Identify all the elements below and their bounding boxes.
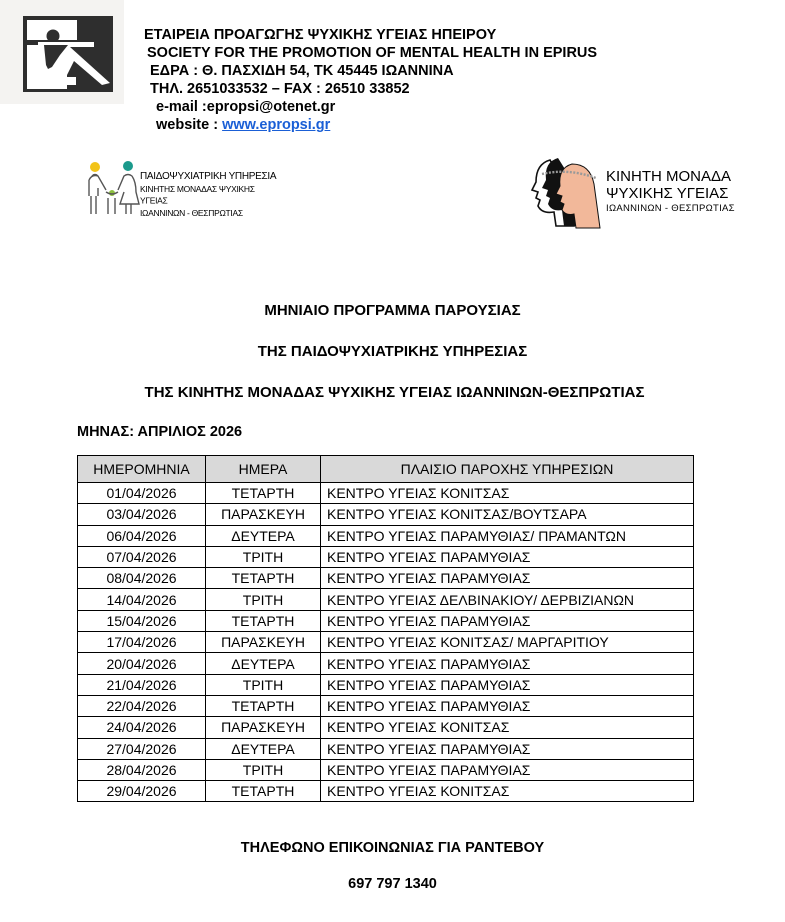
cell-service-location: ΚΕΝΤΡΟ ΥΓΕΙΑΣ ΠΑΡΑΜΥΘΙΑΣ — [321, 738, 694, 759]
mobile-unit-logo-text — [606, 168, 735, 216]
cell-day: ΠΑΡΑΣΚΕΥΗ — [206, 717, 321, 738]
cell-day: ΔΕΥΤΕΡΑ — [206, 525, 321, 546]
table-row — [78, 483, 694, 504]
table-row — [78, 504, 694, 525]
cell-day: ΤΡΙΤΗ — [206, 674, 321, 695]
cell-date: 24/04/2026 — [78, 717, 206, 738]
cell-service-location: ΚΕΝΤΡΟ ΥΓΕΙΑΣ ΠΑΡΑΜΥΘΙΑΣ — [321, 674, 694, 695]
child-service-line1: ΠΑΙΔΟΨΥΧΙΑΤΡΙΚΗ ΥΠΗΡΕΣΙΑ — [140, 171, 277, 182]
table-row — [78, 568, 694, 589]
cell-date: 08/04/2026 — [78, 568, 206, 589]
cell-day: ΤΡΙΤΗ — [206, 759, 321, 780]
table-row — [78, 525, 694, 546]
cell-day: ΤΕΤΑΡΤΗ — [206, 483, 321, 504]
cell-day: ΤΕΤΑΡΤΗ — [206, 610, 321, 631]
cell-day: ΔΕΥΤΕΡΑ — [206, 653, 321, 674]
org-name-english: SOCIETY FOR THE PROMOTION OF MENTAL HEALTH IN EPIRUS — [147, 45, 598, 61]
cell-date: 20/04/2026 — [78, 653, 206, 674]
cell-day: ΤΡΙΤΗ — [206, 589, 321, 610]
cell-date: 14/04/2026 — [78, 589, 206, 610]
cell-service-location: ΚΕΝΤΡΟ ΥΓΕΙΑΣ ΠΑΡΑΜΥΘΙΑΣ — [321, 695, 694, 716]
cell-date: 29/04/2026 — [78, 781, 206, 802]
cell-day: ΠΑΡΑΣΚΕΥΗ — [206, 504, 321, 525]
document-title: ΜΗΝΙΑΙΟ ΠΡΟΓΡΑΜΜΑ ΠΑΡΟΥΣΙΑΣ — [264, 302, 521, 319]
document-subtitle-service: ΤΗΣ ΠΑΙΔΟΨΥΧΙΑΤΡΙΚΗΣ ΥΠΗΡΕΣΙΑΣ — [257, 343, 528, 360]
month-label: ΜΗΝΑΣ: ΑΠΡΙΛΙΟΣ 2026 — [77, 424, 243, 440]
cell-day: ΤΕΤΑΡΤΗ — [206, 781, 321, 802]
cell-service-location: ΚΕΝΤΡΟ ΥΓΕΙΑΣ ΠΑΡΑΜΥΘΙΑΣ — [321, 759, 694, 780]
table-row — [78, 781, 694, 802]
table-row — [78, 674, 694, 695]
cell-service-location: ΚΕΝΤΡΟ ΥΓΕΙΑΣ ΠΑΡΑΜΥΘΙΑΣ — [321, 546, 694, 567]
header-day: ΗΜΕΡΑ — [206, 456, 321, 483]
table-row — [78, 653, 694, 674]
cell-date: 17/04/2026 — [78, 632, 206, 653]
org-phone-fax: ΤΗΛ. 2651033532 – FAX : 26510 33852 — [150, 81, 410, 97]
mobile-unit-line1: ΚΙΝΗΤΗ ΜΟΝΑΔΑ — [606, 168, 732, 185]
org-website — [144, 116, 597, 134]
cell-date: 06/04/2026 — [78, 525, 206, 546]
cell-date: 01/04/2026 — [78, 483, 206, 504]
mobile-unit-line3: ΙΩΑΝΝΙΝΩΝ - ΘΕΣΠΡΩΤΙΑΣ — [606, 203, 735, 214]
child-service-line3: ΙΩΑΝΝΙΝΩΝ - ΘΕΣΠΡΩΤΙΑΣ — [140, 208, 243, 218]
header-date: ΗΜΕΡΟΜΗΝΙΑ — [78, 456, 206, 483]
organization-header — [144, 26, 597, 134]
cell-service-location: ΚΕΝΤΡΟ ΥΓΕΙΑΣ ΠΑΡΑΜΥΘΙΑΣ — [321, 610, 694, 631]
table-row — [78, 738, 694, 759]
cell-date: 15/04/2026 — [78, 610, 206, 631]
mobile-unit-logo — [528, 154, 738, 232]
table-row — [78, 610, 694, 631]
cell-service-location: ΚΕΝΤΡΟ ΥΓΕΙΑΣ ΚΟΝΙΤΣΑΣ/ ΜΑΡΓΑΡΙΤΙΟΥ — [321, 632, 694, 653]
cell-service-location: ΚΕΝΤΡΟ ΥΓΕΙΑΣ ΚΟΝΙΤΣΑΣ — [321, 483, 694, 504]
table-header-row — [78, 456, 694, 483]
cell-service-location: ΚΕΝΤΡΟ ΥΓΕΙΑΣ ΔΕΛΒΙΝΑΚΙΟΥ/ ΔΕΡΒΙΖΙΑΝΩΝ — [321, 589, 694, 610]
cell-date: 03/04/2026 — [78, 504, 206, 525]
table-row — [78, 546, 694, 567]
cell-service-location: ΚΕΝΤΡΟ ΥΓΕΙΑΣ ΠΑΡΑΜΥΘΙΑΣ/ ΠΡΑΜΑΝΤΩΝ — [321, 525, 694, 546]
society-logo-icon — [22, 15, 114, 93]
header-service-location: ΠΛΑΙΣΙΟ ΠΑΡΟΧΗΣ ΥΠΗΡΕΣΙΩΝ — [321, 456, 694, 483]
cell-service-location: ΚΕΝΤΡΟ ΥΓΕΙΑΣ ΠΑΡΑΜΥΘΙΑΣ — [321, 568, 694, 589]
cell-date: 22/04/2026 — [78, 695, 206, 716]
table-row — [78, 632, 694, 653]
table-row — [78, 717, 694, 738]
website-link[interactable]: www.epropsi.gr — [222, 117, 331, 133]
cell-day: ΤΕΤΑΡΤΗ — [206, 568, 321, 589]
contact-label: ΤΗΛΕΦΩΝΟ ΕΠΙΚΟΙΝΩΝΙΑΣ ΓΙΑ ΡΑΝΤΕΒΟΥ — [240, 840, 545, 856]
table-row — [78, 759, 694, 780]
cell-day: ΔΕΥΤΕΡΑ — [206, 738, 321, 759]
org-address: ΕΔΡΑ : Θ. ΠΑΣΧΙΔΗ 54, ΤΚ 45445 ΙΩΑΝΝΙΝΑ — [150, 63, 454, 79]
child-service-logo-text — [140, 171, 284, 219]
cell-date: 27/04/2026 — [78, 738, 206, 759]
org-name-greek: ΕΤΑΙΡΕΙΑ ΠΡΟΑΓΩΓΗΣ ΨΥΧΙΚΗΣ ΥΓΕΙΑΣ ΗΠΕΙΡΟΥ — [144, 27, 497, 43]
child-service-line2: ΚΙΝΗΤΗΣ ΜΟΝΑΔΑΣ ΨΥΧΙΚΗΣ ΥΓΕΙΑΣ — [140, 184, 255, 206]
cell-service-location: ΚΕΝΤΡΟ ΥΓΕΙΑΣ ΚΟΝΙΤΣΑΣ/ΒΟΥΤΣΑΡΑ — [321, 504, 694, 525]
table-row — [78, 589, 694, 610]
family-icon — [84, 160, 140, 218]
schedule-table — [77, 455, 694, 802]
mobile-unit-line2: ΨΥΧΙΚΗΣ ΥΓΕΙΑΣ — [606, 185, 729, 202]
cell-day: ΠΑΡΑΣΚΕΥΗ — [206, 632, 321, 653]
cell-service-location: ΚΕΝΤΡΟ ΥΓΕΙΑΣ ΚΟΝΙΤΣΑΣ — [321, 717, 694, 738]
table-row — [78, 695, 694, 716]
cell-date: 28/04/2026 — [78, 759, 206, 780]
child-service-logo — [84, 160, 284, 218]
org-email: e-mail :epropsi@otenet.gr — [156, 99, 336, 115]
cell-day: ΤΡΙΤΗ — [206, 546, 321, 567]
website-label: website : — [156, 117, 223, 133]
contact-phone: 697 797 1340 — [348, 876, 437, 892]
faces-icon — [528, 154, 604, 232]
cell-service-location: ΚΕΝΤΡΟ ΥΓΕΙΑΣ ΠΑΡΑΜΥΘΙΑΣ — [321, 653, 694, 674]
cell-service-location: ΚΕΝΤΡΟ ΥΓΕΙΑΣ ΚΟΝΙΤΣΑΣ — [321, 781, 694, 802]
cell-day: ΤΕΤΑΡΤΗ — [206, 695, 321, 716]
document-subtitle-unit: ΤΗΣ ΚΙΝΗΤΗΣ ΜΟΝΑΔΑΣ ΨΥΧΙΚΗΣ ΥΓΕΙΑΣ ΙΩΑΝΝΙΝΩΝ-ΘΕΣΠΡΩΤΙΑΣ — [144, 384, 645, 401]
cell-date: 21/04/2026 — [78, 674, 206, 695]
table-body — [78, 483, 694, 802]
cell-date: 07/04/2026 — [78, 546, 206, 567]
